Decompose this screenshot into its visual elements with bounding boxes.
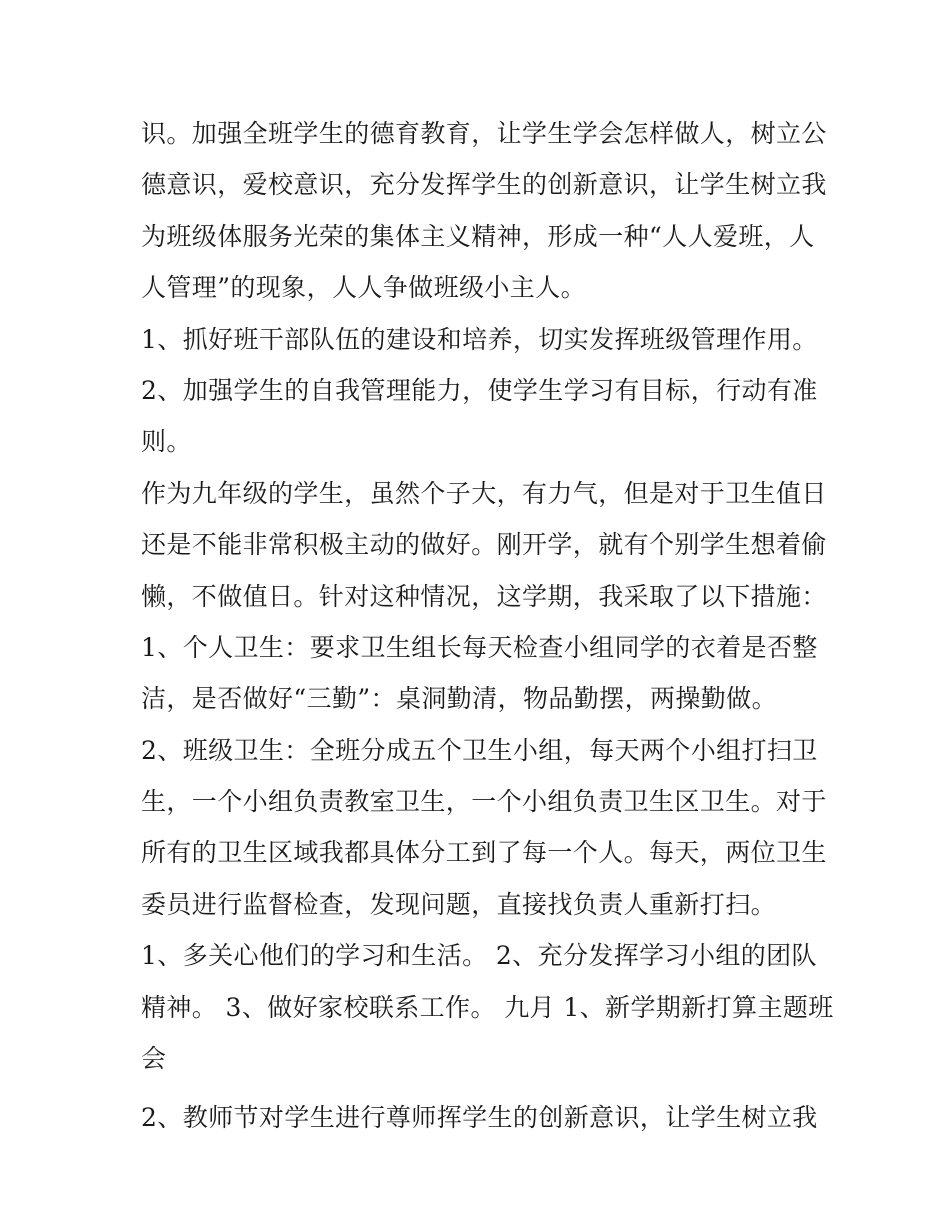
document-body — [141, 108, 834, 1144]
text-line: 2、教师节对学生进行尊师挥学生的创新意识，让学生树立我 — [141, 1103, 818, 1133]
text-line: 委员进行监督检查，发现问题，直接找负责人重新打扫。 — [141, 889, 777, 919]
text-line: 2、班级卫生：全班分成五个卫生小组，每天两个小组打扫卫 — [141, 735, 818, 765]
text-line: 精神。 3、做好家校联系工作。 九月 1、新学期新打算主题班 — [141, 992, 834, 1022]
text-line: 2、加强学生的自我管理能力，使学生学习有目标，行动有准 — [141, 375, 818, 405]
text-line: 还是不能非常积极主动的做好。刚开学，就有个别学生想着偷 — [141, 530, 827, 560]
text-line: 生，一个小组负责教室卫生，一个小组负责卫生区卫生。对于 — [141, 787, 827, 817]
text-line: 识。加强全班学生的德育教育，让学生学会怎样做人，树立公 — [141, 119, 827, 148]
text-line: 作为九年级的学生，虽然个子大，有力气，但是对于卫生值日 — [141, 478, 827, 508]
text-line: 则。 — [141, 427, 192, 457]
text-line: 1、个人卫生：要求卫生组长每天检查小组同学的衣着是否整 — [141, 632, 818, 662]
text-line: 人管理”的现象，人人争做班级小主人。 — [141, 273, 586, 303]
text-line: 所有的卫生区域我都具体分工到了每一个人。每天，两位卫生 — [141, 838, 827, 868]
text-line: 德意识，爱校意识，充分发挥学生的创新意识，让学生树立我 — [141, 170, 827, 200]
text-line: 1、抓好班干部队伍的建设和培养，切实发挥班级管理作用。 — [141, 324, 818, 354]
text-line: 为班级体服务光荣的集体主义精神，形成一种“人人爱班，人 — [141, 221, 815, 251]
text-line: 1、多关心他们的学习和生活。 2、充分发挥学习小组的团队 — [141, 941, 817, 971]
text-line: 会 — [141, 1044, 167, 1074]
text-line: 洁，是否做好“三勤”：桌洞勤清，物品勤摆，两操勤做。 — [141, 684, 777, 714]
text-line: 懒，不做值日。针对这种情况，这学期，我采取了以下措施： — [141, 581, 827, 611]
